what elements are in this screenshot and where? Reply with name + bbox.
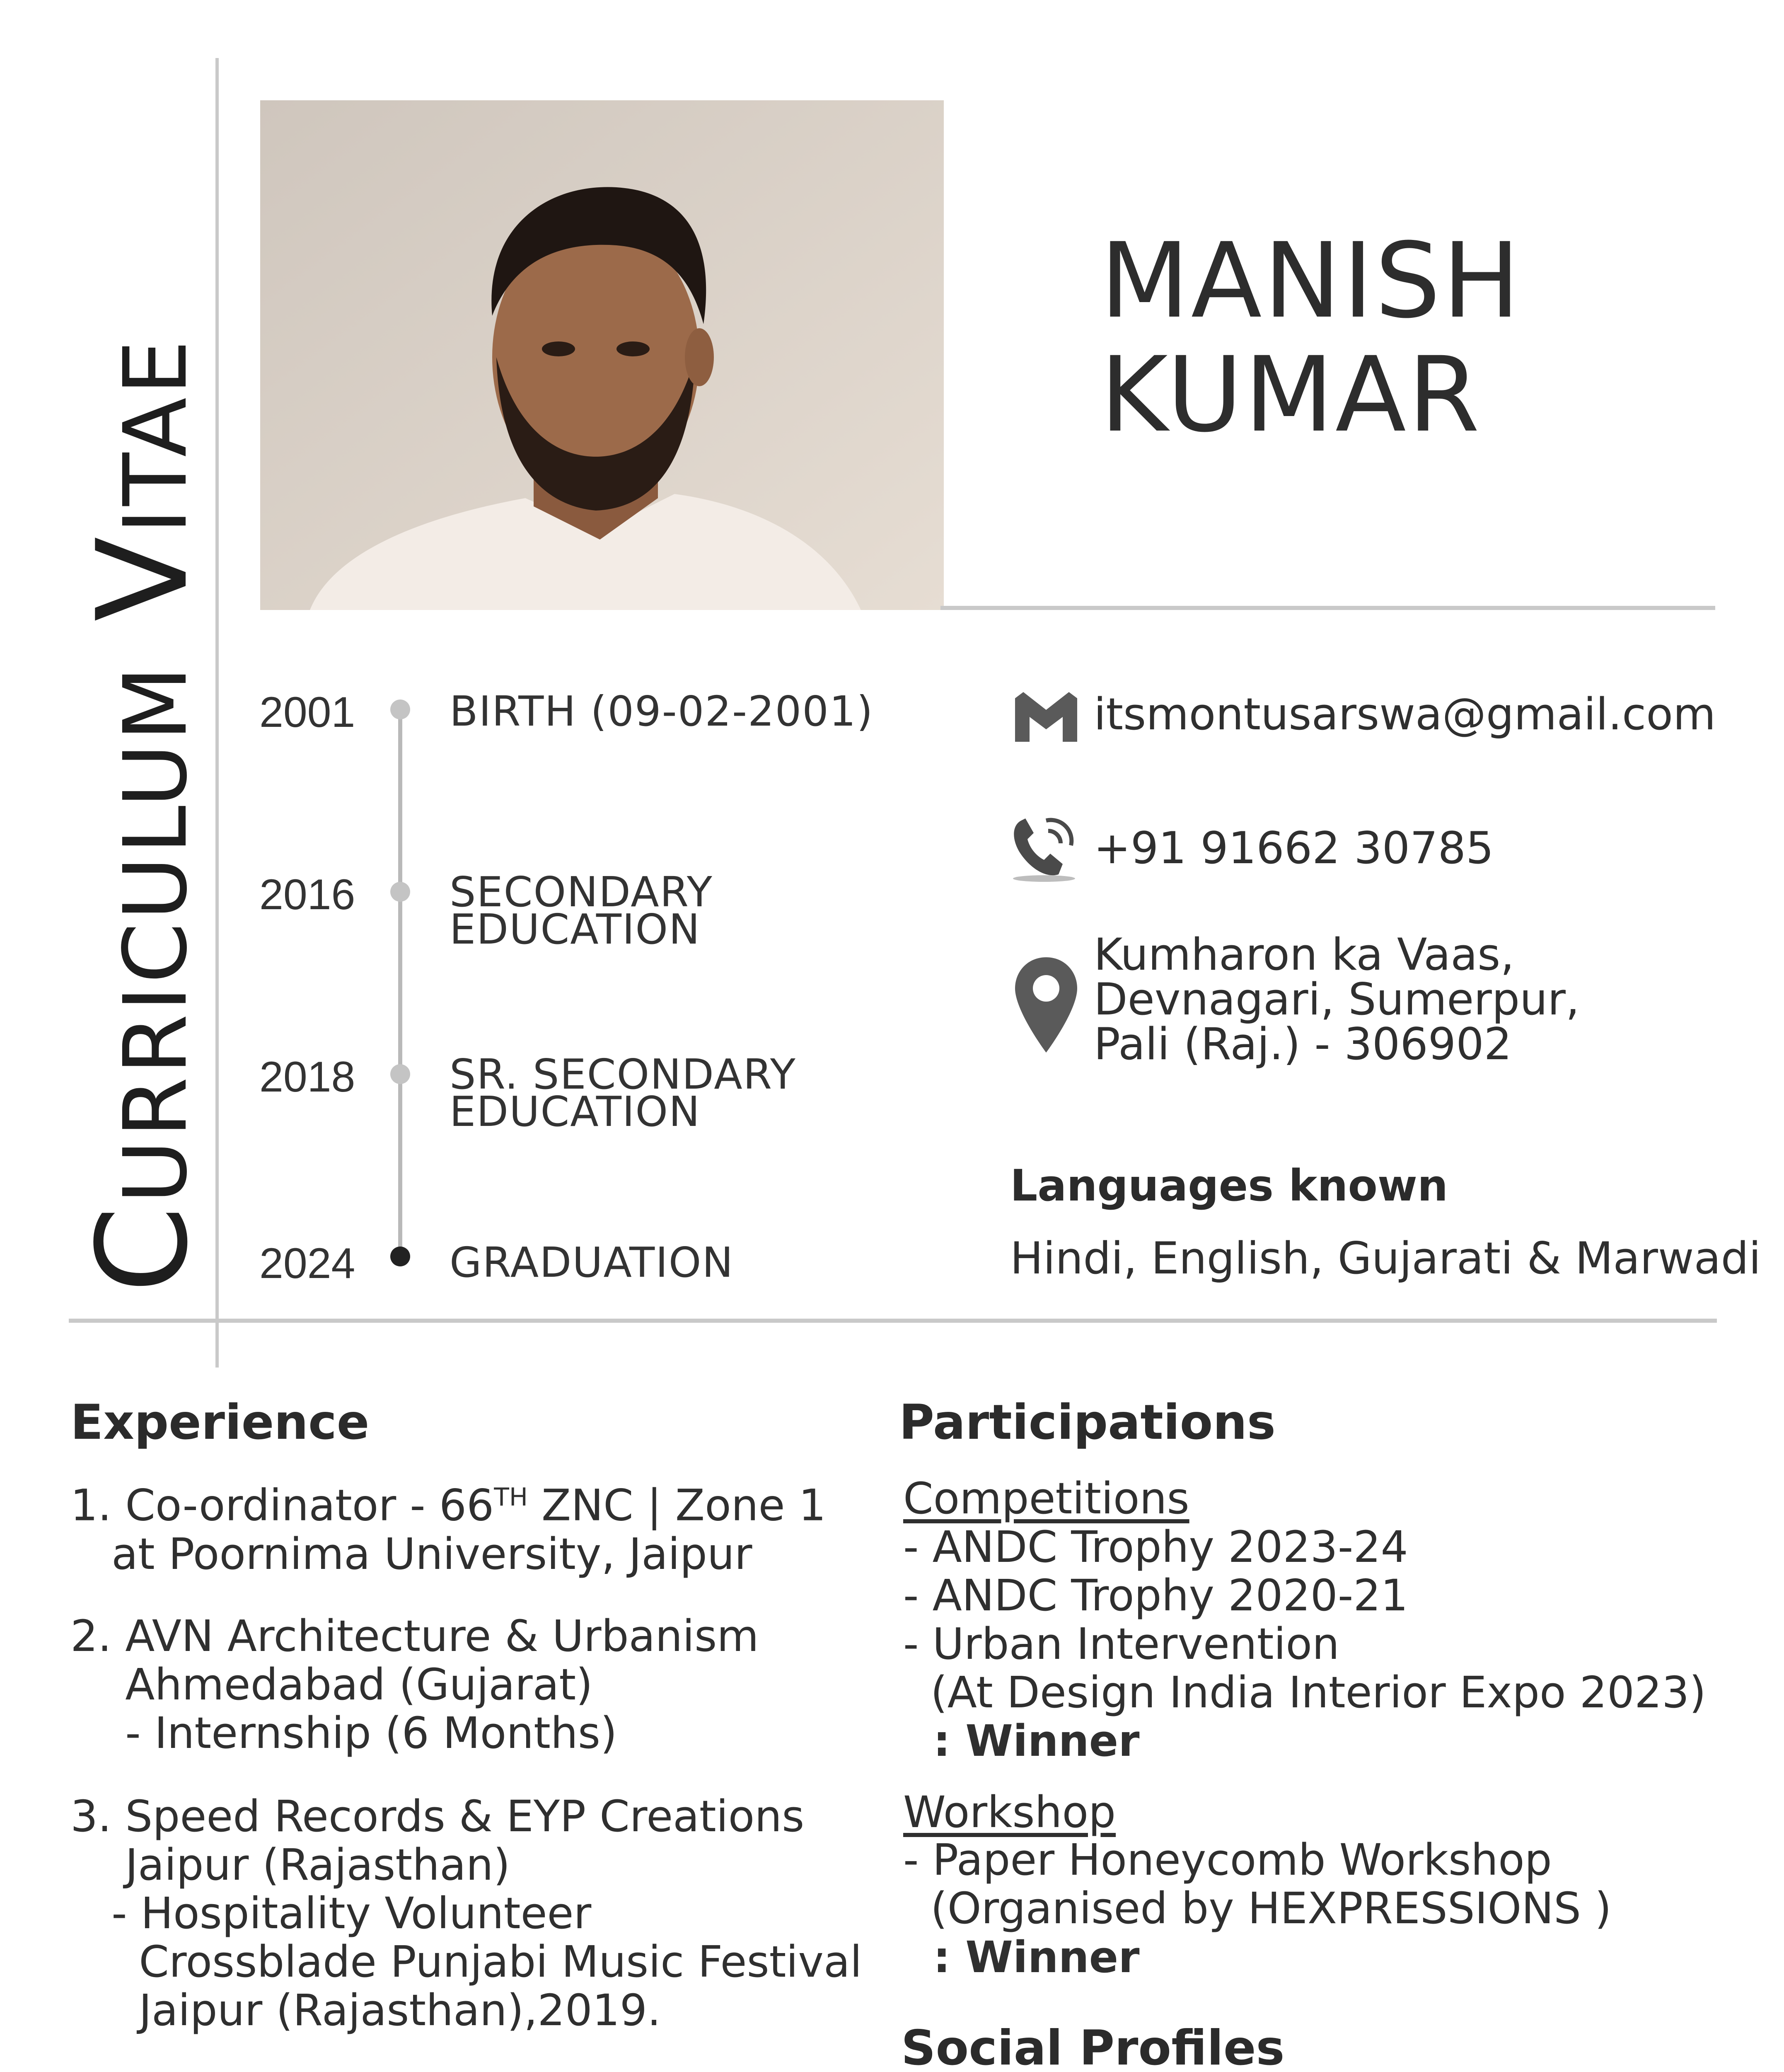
experience-item: 2. AVN Architecture & Urbanism Ahmedabad (Gujarat) - Internship (6 Months)	[70, 1611, 759, 1758]
address-line: Pali (Raj.) - 306902	[1094, 1019, 1512, 1070]
languages-heading: Languages known	[1010, 1160, 1448, 1211]
profile-photo	[260, 100, 944, 610]
timeline-dot	[390, 1064, 410, 1084]
timeline-dot-current	[390, 1247, 410, 1266]
phone-icon	[1009, 812, 1079, 883]
vertical-divider	[215, 58, 219, 1368]
experience-item-line: 1. Co-ordinator - 66	[70, 1480, 494, 1531]
candidate-name	[1100, 220, 1522, 455]
timeline-axis	[398, 704, 402, 1258]
timeline-year: 2024	[259, 1239, 355, 1288]
competitions-heading: Competitions	[903, 1473, 1189, 1524]
languages-value: Hindi, English, Gujarati & Marwadi	[1010, 1233, 1761, 1284]
timeline-label: SECONDARY EDUCATION	[450, 868, 713, 954]
competitions-result: : Winner	[903, 1716, 1140, 1766]
address-line: Kumharon ka Vaas,	[1094, 929, 1515, 980]
timeline-dot	[390, 700, 410, 719]
location-pin-icon	[1011, 953, 1081, 1057]
competitions-list: - ANDC Trophy 2023-24 - ANDC Trophy 2020-21 - Urban Intervention (At Design India Interior Expo 2023)	[903, 1522, 1706, 1718]
superscript: TH	[494, 1483, 528, 1512]
timeline-dot	[390, 882, 410, 902]
address	[1094, 929, 1580, 1070]
email-text: itsmontusarswa@gmail.com	[1094, 689, 1716, 740]
timeline-label: SR. SECONDARY EDUCATION	[450, 1050, 796, 1136]
timeline-year: 2018	[259, 1053, 355, 1101]
timeline-label: GRADUATION	[450, 1238, 734, 1287]
address-line: Devnagari, Sumerpur,	[1094, 974, 1580, 1025]
workshop-result: : Winner	[903, 1932, 1140, 1982]
participations-heading: Participations	[899, 1394, 1276, 1450]
experience-item-line: at Poornima University, Jaipur	[70, 1528, 752, 1579]
header-divider	[940, 606, 1715, 610]
workshop-heading: Workshop	[903, 1787, 1116, 1837]
first-name: MANISH	[1100, 220, 1522, 341]
last-name: KUMAR	[1100, 334, 1482, 455]
gmail-icon	[1011, 690, 1081, 744]
section-divider	[69, 1319, 1717, 1323]
timeline-label: BIRTH (09-02-2001)	[450, 687, 874, 736]
experience-item: 3. Speed Records & EYP Creations Jaipur (Rajasthan) - Hospitality Volunteer Crossblade Punjabi Music Festival Jaipur (Rajasthan),2019.	[70, 1791, 862, 2036]
social-profiles-heading: Social Profiles	[901, 2020, 1285, 2072]
curriculum-vitae-title: Curriculum Vitae	[70, 337, 215, 1293]
experience-heading: Experience	[70, 1394, 370, 1450]
timeline-year: 2001	[259, 688, 355, 736]
timeline-year: 2016	[259, 871, 355, 919]
phone-text: +91 91662 30785	[1094, 823, 1494, 874]
experience-item	[70, 1473, 826, 1578]
workshop-list: - Paper Honeycomb Workshop (Organised by HEXPRESSIONS )	[903, 1835, 1612, 1934]
experience-item-line: ZNC | Zone 1	[527, 1480, 826, 1531]
